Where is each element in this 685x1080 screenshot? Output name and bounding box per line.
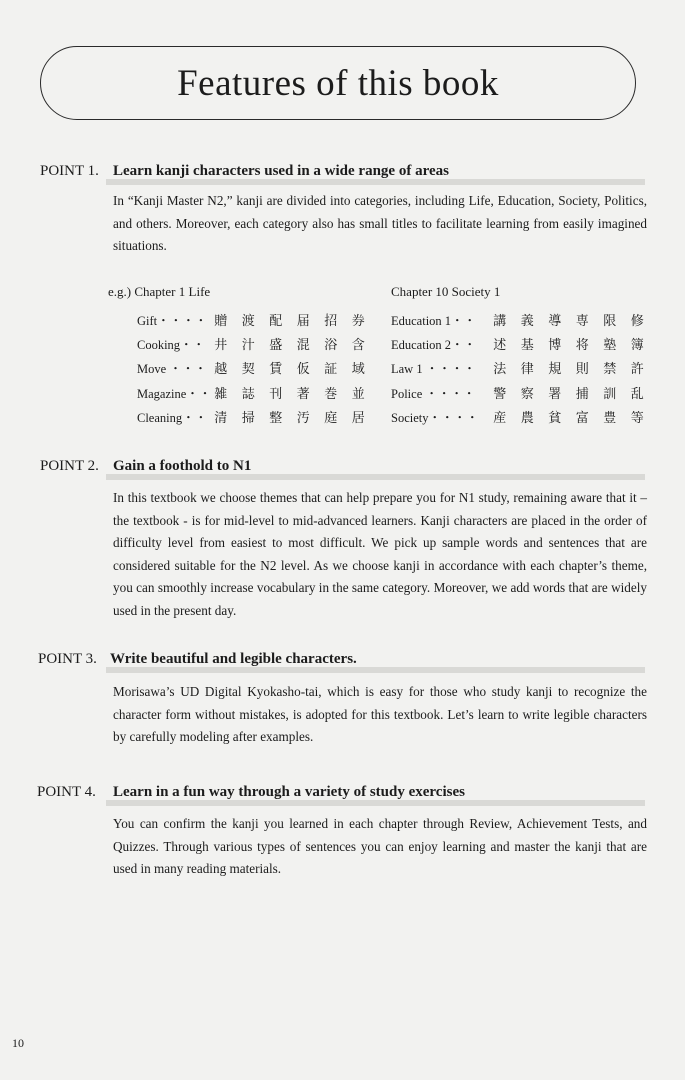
kanji: 署	[548, 387, 562, 402]
kanji: 契	[241, 362, 255, 377]
kanji: 農	[520, 411, 534, 426]
kanji: 則	[575, 362, 589, 377]
kanji: 著	[296, 387, 310, 402]
kanji: 訓	[603, 387, 617, 402]
kanji: 富	[575, 411, 589, 426]
kanji: 居	[351, 411, 365, 426]
kanji: 乱	[630, 387, 644, 402]
example-row-label: Police ・・・・	[391, 387, 476, 401]
example-row-label: Magazine・・	[137, 387, 212, 401]
kanji: 専	[575, 314, 589, 329]
example-left-chapter: Chapter 1 Life	[134, 284, 211, 299]
kanji: 混	[296, 338, 310, 353]
kanji: 整	[269, 411, 283, 426]
kanji: 貧	[548, 411, 562, 426]
kanji: 含	[351, 338, 365, 353]
example-kanji-list	[486, 407, 651, 426]
kanji: 警	[493, 387, 507, 402]
example-kanji-list	[207, 407, 372, 426]
kanji: 巻	[324, 387, 338, 402]
kanji: 証	[324, 362, 338, 377]
kanji: 限	[603, 314, 617, 329]
kanji: 禁	[603, 362, 617, 377]
point-3-label: POINT 3.	[38, 651, 97, 667]
example-kanji-list	[207, 358, 372, 377]
point-3-paragraph: Morisawa’s UD Digital Kyokasho-tai, which is easy for those who study kanji to recognize the character form without mistakes, is adopted for this textbook. Let’s learn to write legible characters by carefully modeling after examples.	[113, 684, 647, 744]
kanji: 塾	[603, 338, 617, 353]
example-kanji-list	[486, 358, 651, 377]
point-2-label: POINT 2.	[40, 458, 99, 474]
kanji: 刊	[269, 387, 283, 402]
example-row-label: Society・・・・	[391, 411, 479, 425]
kanji: 産	[493, 411, 507, 426]
kanji: 越	[214, 362, 228, 377]
kanji: 講	[493, 314, 507, 329]
kanji: 届	[296, 314, 310, 329]
point-3-title: Write beautiful and legible characters.	[110, 651, 357, 667]
kanji: 仮	[296, 362, 310, 377]
kanji: 招	[324, 314, 338, 329]
point-1-label: POINT 1.	[40, 163, 99, 179]
example-kanji-list	[486, 310, 651, 329]
kanji: 将	[575, 338, 589, 353]
example-kanji-list	[486, 383, 651, 402]
kanji: 規	[548, 362, 562, 377]
kanji: 浴	[324, 338, 338, 353]
kanji: 捕	[575, 387, 589, 402]
point-4-title: Learn in a fun way through a variety of study exercises	[113, 784, 465, 800]
example-row-label: Law 1 ・・・・	[391, 362, 476, 376]
kanji: 盛	[269, 338, 283, 353]
example-kanji-list	[486, 334, 651, 353]
example-row-label: Cooking・・	[137, 338, 206, 352]
kanji: 賃	[269, 362, 283, 377]
kanji: 渡	[241, 314, 255, 329]
kanji: 雑	[214, 387, 228, 402]
example-kanji-list	[207, 383, 372, 402]
example-kanji-list	[207, 334, 372, 353]
kanji: 汁	[241, 338, 255, 353]
example-right-chapter: Chapter 10 Society 1	[391, 284, 501, 299]
kanji: 等	[630, 411, 644, 426]
kanji: 並	[351, 387, 365, 402]
kanji: 庭	[324, 411, 338, 426]
kanji: 察	[520, 387, 534, 402]
kanji: 域	[351, 362, 365, 377]
example-kanji-list	[207, 310, 372, 329]
kanji: 井	[214, 338, 228, 353]
point-2-title: Gain a foothold to N1	[113, 458, 252, 474]
eg-label: e.g.)	[108, 284, 132, 299]
kanji: 豊	[603, 411, 617, 426]
example-row-label: Cleaning・・	[137, 411, 208, 425]
kanji: 律	[520, 362, 534, 377]
example-row-label: Move ・・・	[137, 362, 207, 376]
kanji: 法	[493, 362, 507, 377]
kanji: 義	[520, 314, 534, 329]
kanji: 述	[493, 338, 507, 353]
point-1-title: Learn kanji characters used in a wide range of areas	[113, 163, 449, 179]
point-4-label: POINT 4.	[37, 784, 96, 800]
kanji: 許	[630, 362, 644, 377]
point-4-heading	[0, 784, 685, 806]
point-1-paragraph: In “Kanji Master N2,” kanji are divided into categories, including Life, Education, Society, Politics, and others. Moreover, each category also has small titles to facilitate learning from easily imagined situations.	[113, 193, 647, 253]
kanji: 簿	[630, 338, 644, 353]
kanji: 汚	[296, 411, 310, 426]
title-box	[40, 46, 636, 120]
example-row-label: Gift・・・・	[137, 314, 208, 328]
kanji: 掃	[241, 411, 255, 426]
example-left-heading	[108, 284, 210, 300]
point-1-heading	[0, 163, 685, 185]
point-3-heading	[0, 651, 685, 673]
kanji: 清	[214, 411, 228, 426]
kanji: 基	[520, 338, 534, 353]
kanji: 誌	[241, 387, 255, 402]
example-row-label: Education 2・・	[391, 338, 477, 352]
point-2-paragraph: In this textbook we choose themes that can help prepare you for N1 study, remaining aware that it – the textbook - is for mid-level to mid-advanced learners. Kanji characters are placed in the order of difficulty level from easiest to most difficult. We pick up sample words and sentences that are considered suitable for the N2 level. As we choose kanji in accordance with each chapter’s theme, you can smoothly increase vocabulary in the same category. Moreover, we add words that are widely used in the present day.	[113, 490, 647, 618]
example-row-label: Education 1・・	[391, 314, 477, 328]
point-4-paragraph: You can confirm the kanji you learned in each chapter through Review, Achievement Tests, and Quizzes. Through various types of sentences you can enjoy learning and master the kanji that are used in many reading materials.	[113, 816, 647, 876]
kanji: 券	[351, 314, 365, 329]
page-number: 10	[12, 1036, 24, 1050]
kanji: 修	[630, 314, 644, 329]
kanji: 導	[548, 314, 562, 329]
kanji: 配	[269, 314, 283, 329]
kanji: 贈	[214, 314, 228, 329]
point-2-heading	[0, 458, 685, 480]
kanji: 博	[548, 338, 562, 353]
page-title: Features of this book	[177, 62, 499, 104]
